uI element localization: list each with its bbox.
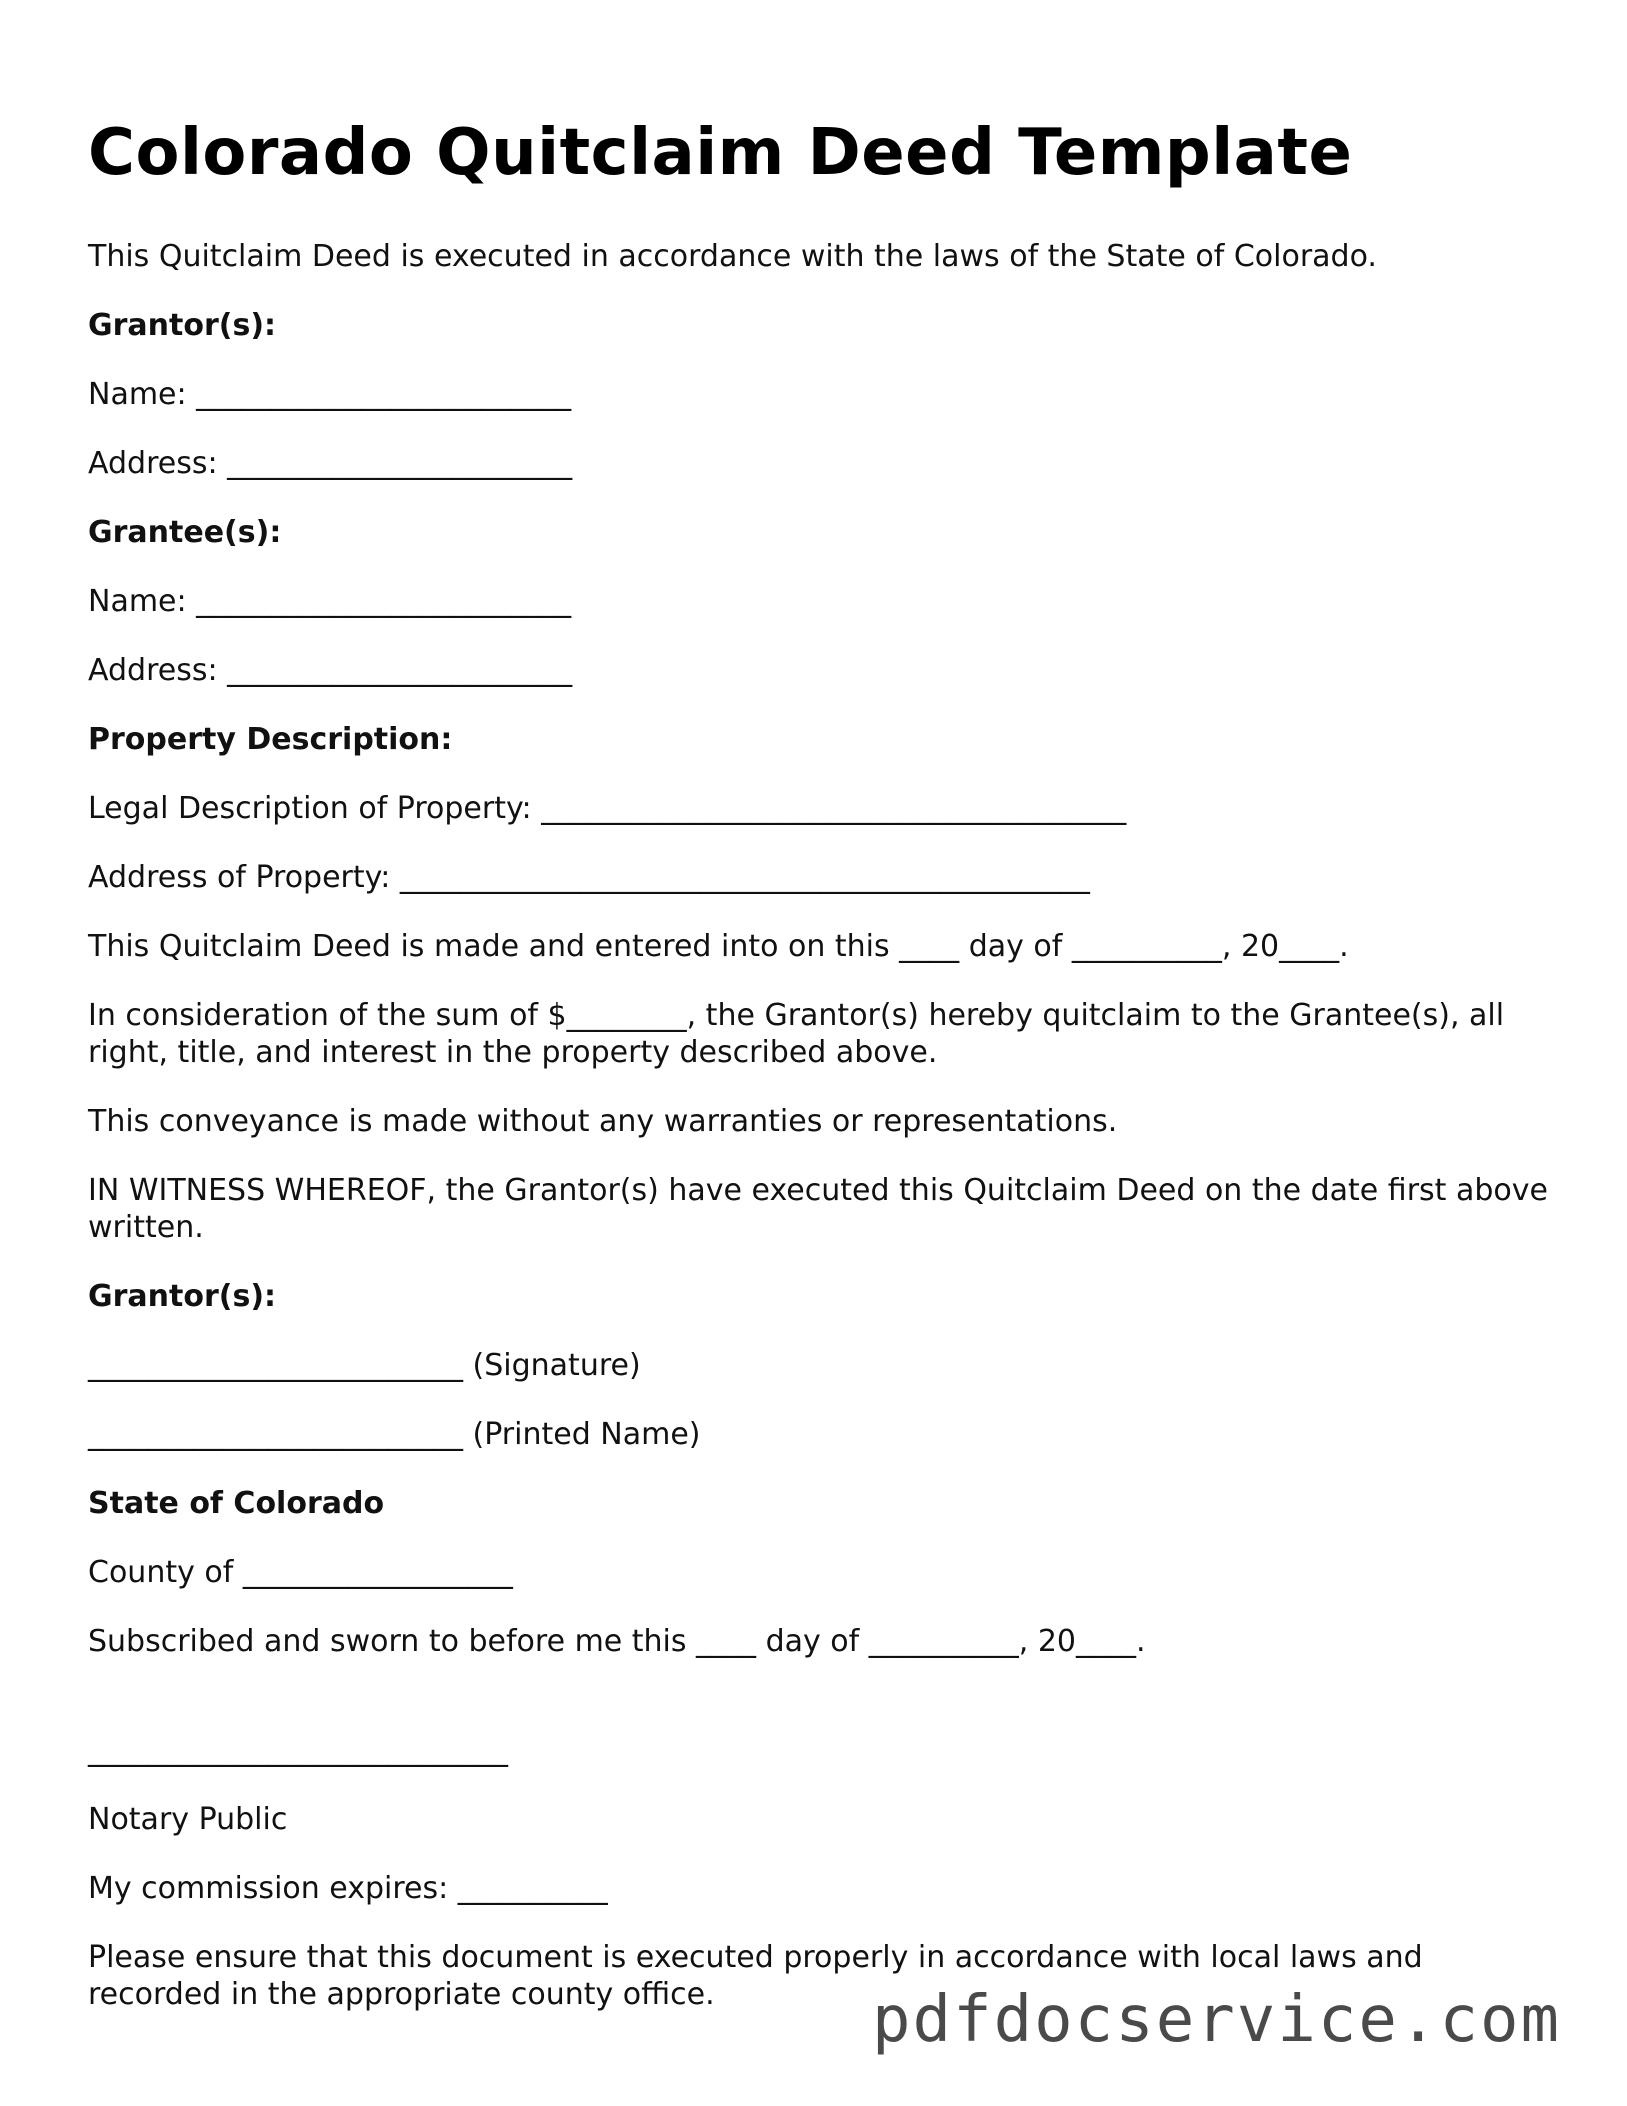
signature-grantor-heading: Grantor(s): <box>88 1279 277 1314</box>
witness-clause: IN WITNESS WHEREOF, the Grantor(s) have executed this Quitclaim Deed on the date first above written. <box>88 1173 1558 1245</box>
document-page <box>88 108 1558 2045</box>
date-clause: This Quitclaim Deed is made and entered into on this ____ day of __________, 20____. <box>88 929 1349 964</box>
property-heading: Property Description: <box>88 722 453 757</box>
notary-county-line: County of __________________ <box>88 1555 513 1590</box>
property-address-line: Address of Property: ______________________________________________ <box>88 860 1090 895</box>
warranty-clause: This conveyance is made without any warranties or representations. <box>88 1104 1118 1139</box>
consideration-clause: In consideration of the sum of $________, the Grantor(s) hereby quitclaim to the Grantee(s), all right, title, and interest in the property described above. <box>88 998 1514 1070</box>
grantor-heading: Grantor(s): <box>88 308 277 343</box>
notary-sworn-line: Subscribed and sworn to before me this ____ day of __________, 20____. <box>88 1624 1146 1659</box>
grantee-address-line: Address: _______________________ <box>88 653 573 688</box>
notary-title: Notary Public <box>88 1802 288 1837</box>
notary-signature-blank: ____________________________ <box>88 1733 508 1768</box>
document-title: Colorado Quitclaim Deed Template <box>88 116 1353 190</box>
printed-name-line: _________________________ (Printed Name) <box>88 1417 701 1452</box>
grantor-name-line: Name: _________________________ <box>88 377 572 412</box>
signature-line: _________________________ (Signature) <box>88 1348 641 1383</box>
property-legal-description-line: Legal Description of Property: _______________________________________ <box>88 791 1127 826</box>
grantee-heading: Grantee(s): <box>88 515 282 550</box>
notary-state-heading: State of Colorado <box>88 1486 385 1521</box>
watermark-text: pdfdocservice.com <box>872 1983 1562 2057</box>
grantor-address-line: Address: _______________________ <box>88 446 573 481</box>
notary-commission-line: My commission expires: __________ <box>88 1871 608 1906</box>
intro-paragraph: This Quitclaim Deed is executed in accordance with the laws of the State of Colorado. <box>88 239 1377 274</box>
closing-note: Please ensure that this document is executed properly in accordance with local laws and recorded in the appropriate county office. <box>88 1940 1433 2012</box>
grantee-name-line: Name: _________________________ <box>88 584 572 619</box>
